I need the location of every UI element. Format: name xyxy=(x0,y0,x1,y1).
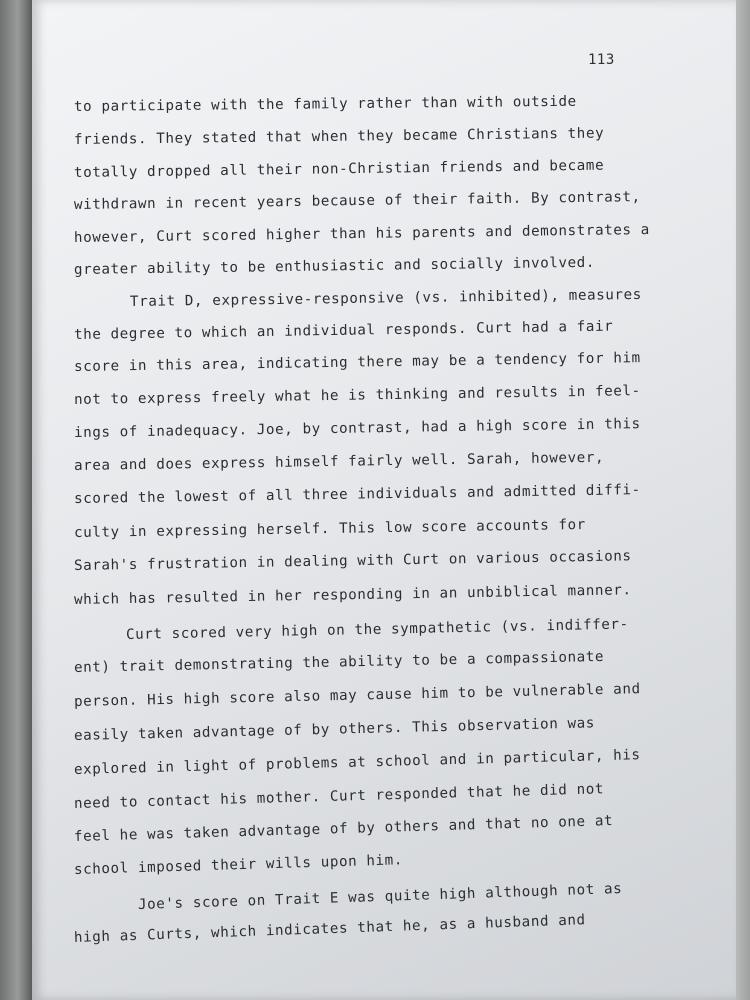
text-line: need to contact his mother. Curt responded that he did not xyxy=(73,781,605,812)
book-binding-edge xyxy=(0,0,32,1000)
text-line: culty in expressing herself. This low score accounts for xyxy=(73,516,587,541)
text-line: easily taken advantage of by others. This observation was xyxy=(73,715,596,744)
text-line: Sarah's frustration in dealing with Curt on various occasions xyxy=(73,548,632,574)
text-line: Trait D, expressive-responsive (vs. inhibited), measures xyxy=(129,286,642,310)
text-line: to participate with the family rather than with outside xyxy=(73,93,577,115)
text-line: ent) trait demonstrating the ability to be a compassionate xyxy=(73,648,605,676)
text-line: explored in light of problems at school and in particular, his xyxy=(73,747,641,778)
text-line: not to express freely what he is thinking and results in feel- xyxy=(73,383,641,408)
text-line: totally dropped all their non-Christian friends and became xyxy=(73,157,605,181)
document-page xyxy=(32,0,736,1000)
adjacent-page-edge xyxy=(736,0,750,1000)
text-line: feel he was taken advantage of by others and that no one at xyxy=(73,813,614,845)
text-line: ings of inadequacy. Joe, by contrast, had a high score in this xyxy=(73,416,641,441)
text-line: scored the lowest of all three individuals and admitted diffi- xyxy=(73,482,641,507)
text-line: area and does express himself fairly well. Sarah, however, xyxy=(73,449,605,474)
text-line: however, Curt scored higher than his parents and demonstrates a xyxy=(73,221,650,246)
text-line: which has resulted in her responding in an unbiblical manner. xyxy=(73,582,632,608)
text-line: the degree to which an individual responds. Curt had a fair xyxy=(73,318,614,343)
text-line: person. His high score also may cause him to be vulnerable and xyxy=(73,681,641,710)
text-line: high as Curts, which indicates that he, as a husband and xyxy=(73,912,586,946)
page-number: 113 xyxy=(588,52,615,68)
text-line: friends. They stated that when they became Christians they xyxy=(73,125,605,148)
text-line: Curt scored very high on the sympathetic (vs. indiffer- xyxy=(125,616,629,643)
text-line: school imposed their wills upon him. xyxy=(73,852,404,878)
text-line: greater ability to be enthusiastic and socially involved. xyxy=(73,254,596,278)
text-line: withdrawn in recent years because of their faith. By contrast, xyxy=(73,189,641,213)
text-line: score in this area, indicating there may be a tendency for him xyxy=(73,350,641,375)
text-line: Joe's score on Trait E was quite high although not as xyxy=(137,880,623,913)
